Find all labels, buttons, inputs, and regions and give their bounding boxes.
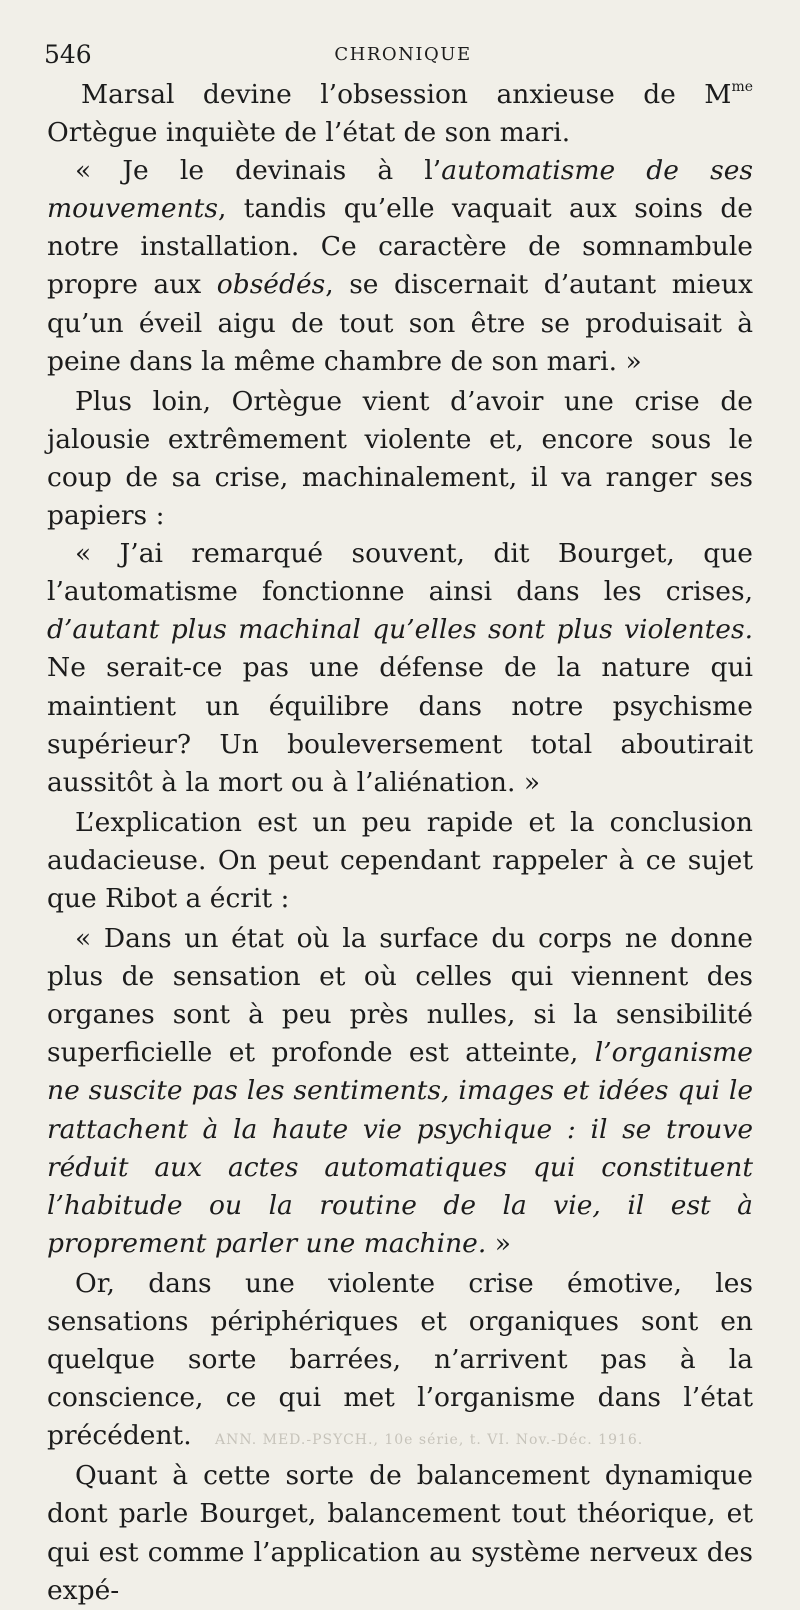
body-text (47, 76, 753, 1610)
paragraph (47, 1457, 753, 1609)
text-run: Marsal devine l’obsession anxieuse de M (81, 79, 732, 110)
italic-text: obsédés (216, 269, 326, 301)
text-run: Plus loin, Ortègue vient d’avoir une crise de jalousie extrêmement violente et, encore sous le coup de sa crise, machinalement, il va ranger ses papiers : (47, 385, 753, 532)
paragraph (47, 76, 753, 152)
text-run: , tandis qu’elle vaquait aux soins de notre installation. Ce caractère de somnambule propre aux (47, 193, 753, 301)
text-run: « Dans un état où la surface du corps ne donne plus de sensation et où celles qui viennent des organes sont à peu près nulles, si la sensibilité superficielle et profonde est atteinte, (47, 923, 753, 1069)
text-run: « Je le devinais à l’ (75, 155, 442, 187)
text-run: , se discernait d’autant mieux qu’un éveil aigu de tout son être se produisait à peine dans la même chambre de son mari. » (47, 269, 753, 377)
text-run: « J’ai remarqué souvent, dit Bourget, que l’automatisme fonctionne ainsi dans les crises, (47, 538, 753, 608)
page-header (44, 36, 762, 76)
italic-text: automatisme de ses mouvements (47, 155, 753, 225)
running-head: CHRONIQUE (334, 44, 472, 65)
text-run: Or, dans une violente crise émotive, les sensations périphériques et organiques sont en quelque sorte barrées, n’arrivent pas à la conscience, ce qui met l’organisme dans l’état précédent. (47, 1267, 753, 1452)
text-run: » (486, 1227, 511, 1259)
paragraph (47, 383, 753, 535)
footer-bleed-through: ANN. MED.-PSYCH., 10e série, t. VI. Nov.-Déc. 1916. (215, 1432, 644, 1448)
paragraph (47, 535, 753, 802)
paragraph (47, 152, 753, 381)
text-run: L’explication est un peu rapide et la conclusion audacieuse. On peut cependant rappeler à ce sujet que Ribot a écrit : (47, 806, 753, 914)
italic-text: d’autant plus machinal qu’elles sont plus violentes. (47, 614, 753, 646)
paragraph (47, 920, 753, 1263)
text-run: Quant à cette sorte de balancement dynamique dont parle Bourget, balancement tout théorique, et qui est comme l’application au système nerveux des expé- (47, 1460, 753, 1606)
text-run: Ne serait-ce pas une défense de la nature qui maintient un équilibre dans notre psychisme supérieur? Un bouleversement total aboutirait aussitôt à la mort ou à l’aliénation. » (47, 652, 753, 798)
paragraph (47, 1265, 753, 1455)
superscript: me (731, 79, 753, 95)
paragraph (47, 804, 753, 918)
italic-text: l’organisme ne suscite pas les sentiments, images et idées qui le rattachent à la haute vie psychique : il se trouve réduit aux actes automatiques qui constituent l’habitude ou la routine de la vie, il est à proprement parler une machine. (47, 1037, 753, 1259)
page-number: 546 (44, 40, 92, 69)
text-run: Ortègue inquiète de l’état de son mari. (47, 117, 571, 149)
